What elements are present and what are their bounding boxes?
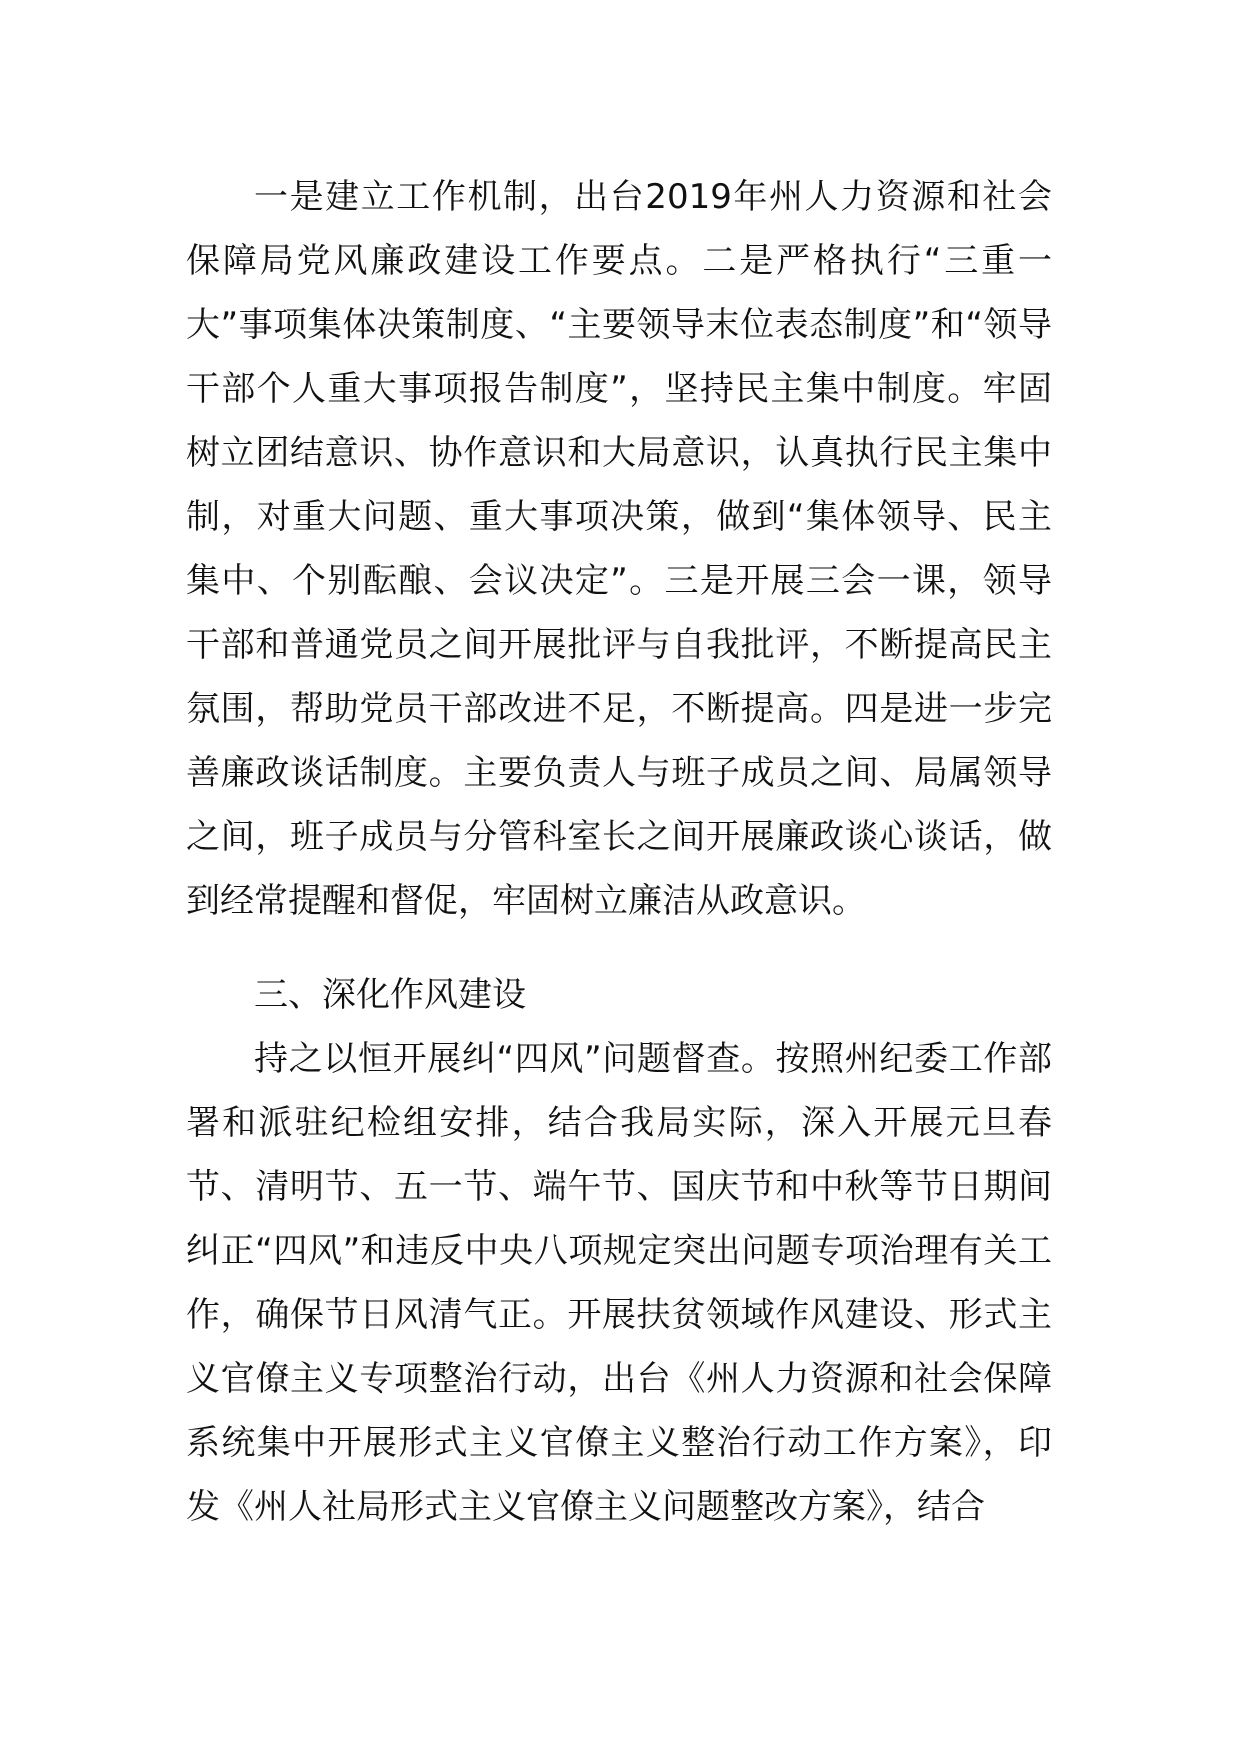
document-body (186, 165, 1052, 1539)
section-heading: 三、深化作风建设 (254, 975, 526, 1015)
body-paragraph: 持之以恒开展纠“四风”问题督查。按照州纪委工作部署和派驻纪检组安排，结合我局实际，深入开展元旦春节、清明节、五一节、端午节、国庆节和中秋等节日期间纠正“四风”和违反中央八项规定突出问题专项治理有关工作，确保节日风清气正。开展扶贫领域作风建设、形式主义官僚主义专项整治行动，出台《州人力资源和社会保障系统集中开展形式主义官僚主义整治行动工作方案》，印发《州人社局形式主义官僚主义问题整改方案》，结合 (186, 1039, 1052, 1527)
body-paragraph: 一是建立工作机制，出台2019年州人力资源和社会保障局党风廉政建设工作要点。二是严格执行“三重一大”事项集体决策制度、“主要领导末位表态制度”和“领导干部个人重大事项报告制度”，坚持民主集中制度。牢固树立团结意识、协作意识和大局意识，认真执行民主集中制，对重大问题、重大事项决策，做到“集体领导、民主集中、个别酝酿、会议决定”。三是开展三会一课，领导干部和普通党员之间开展批评与自我批评，不断提高民主氛围，帮助党员干部改进不足，不断提高。四是进一步完善廉政谈话制度。主要负责人与班子成员之间、局属领导之间，班子成员与分管科室长之间开展廉政谈心谈话，做到经常提醒和督促，牢固树立廉洁从政意识。 (186, 177, 1052, 921)
